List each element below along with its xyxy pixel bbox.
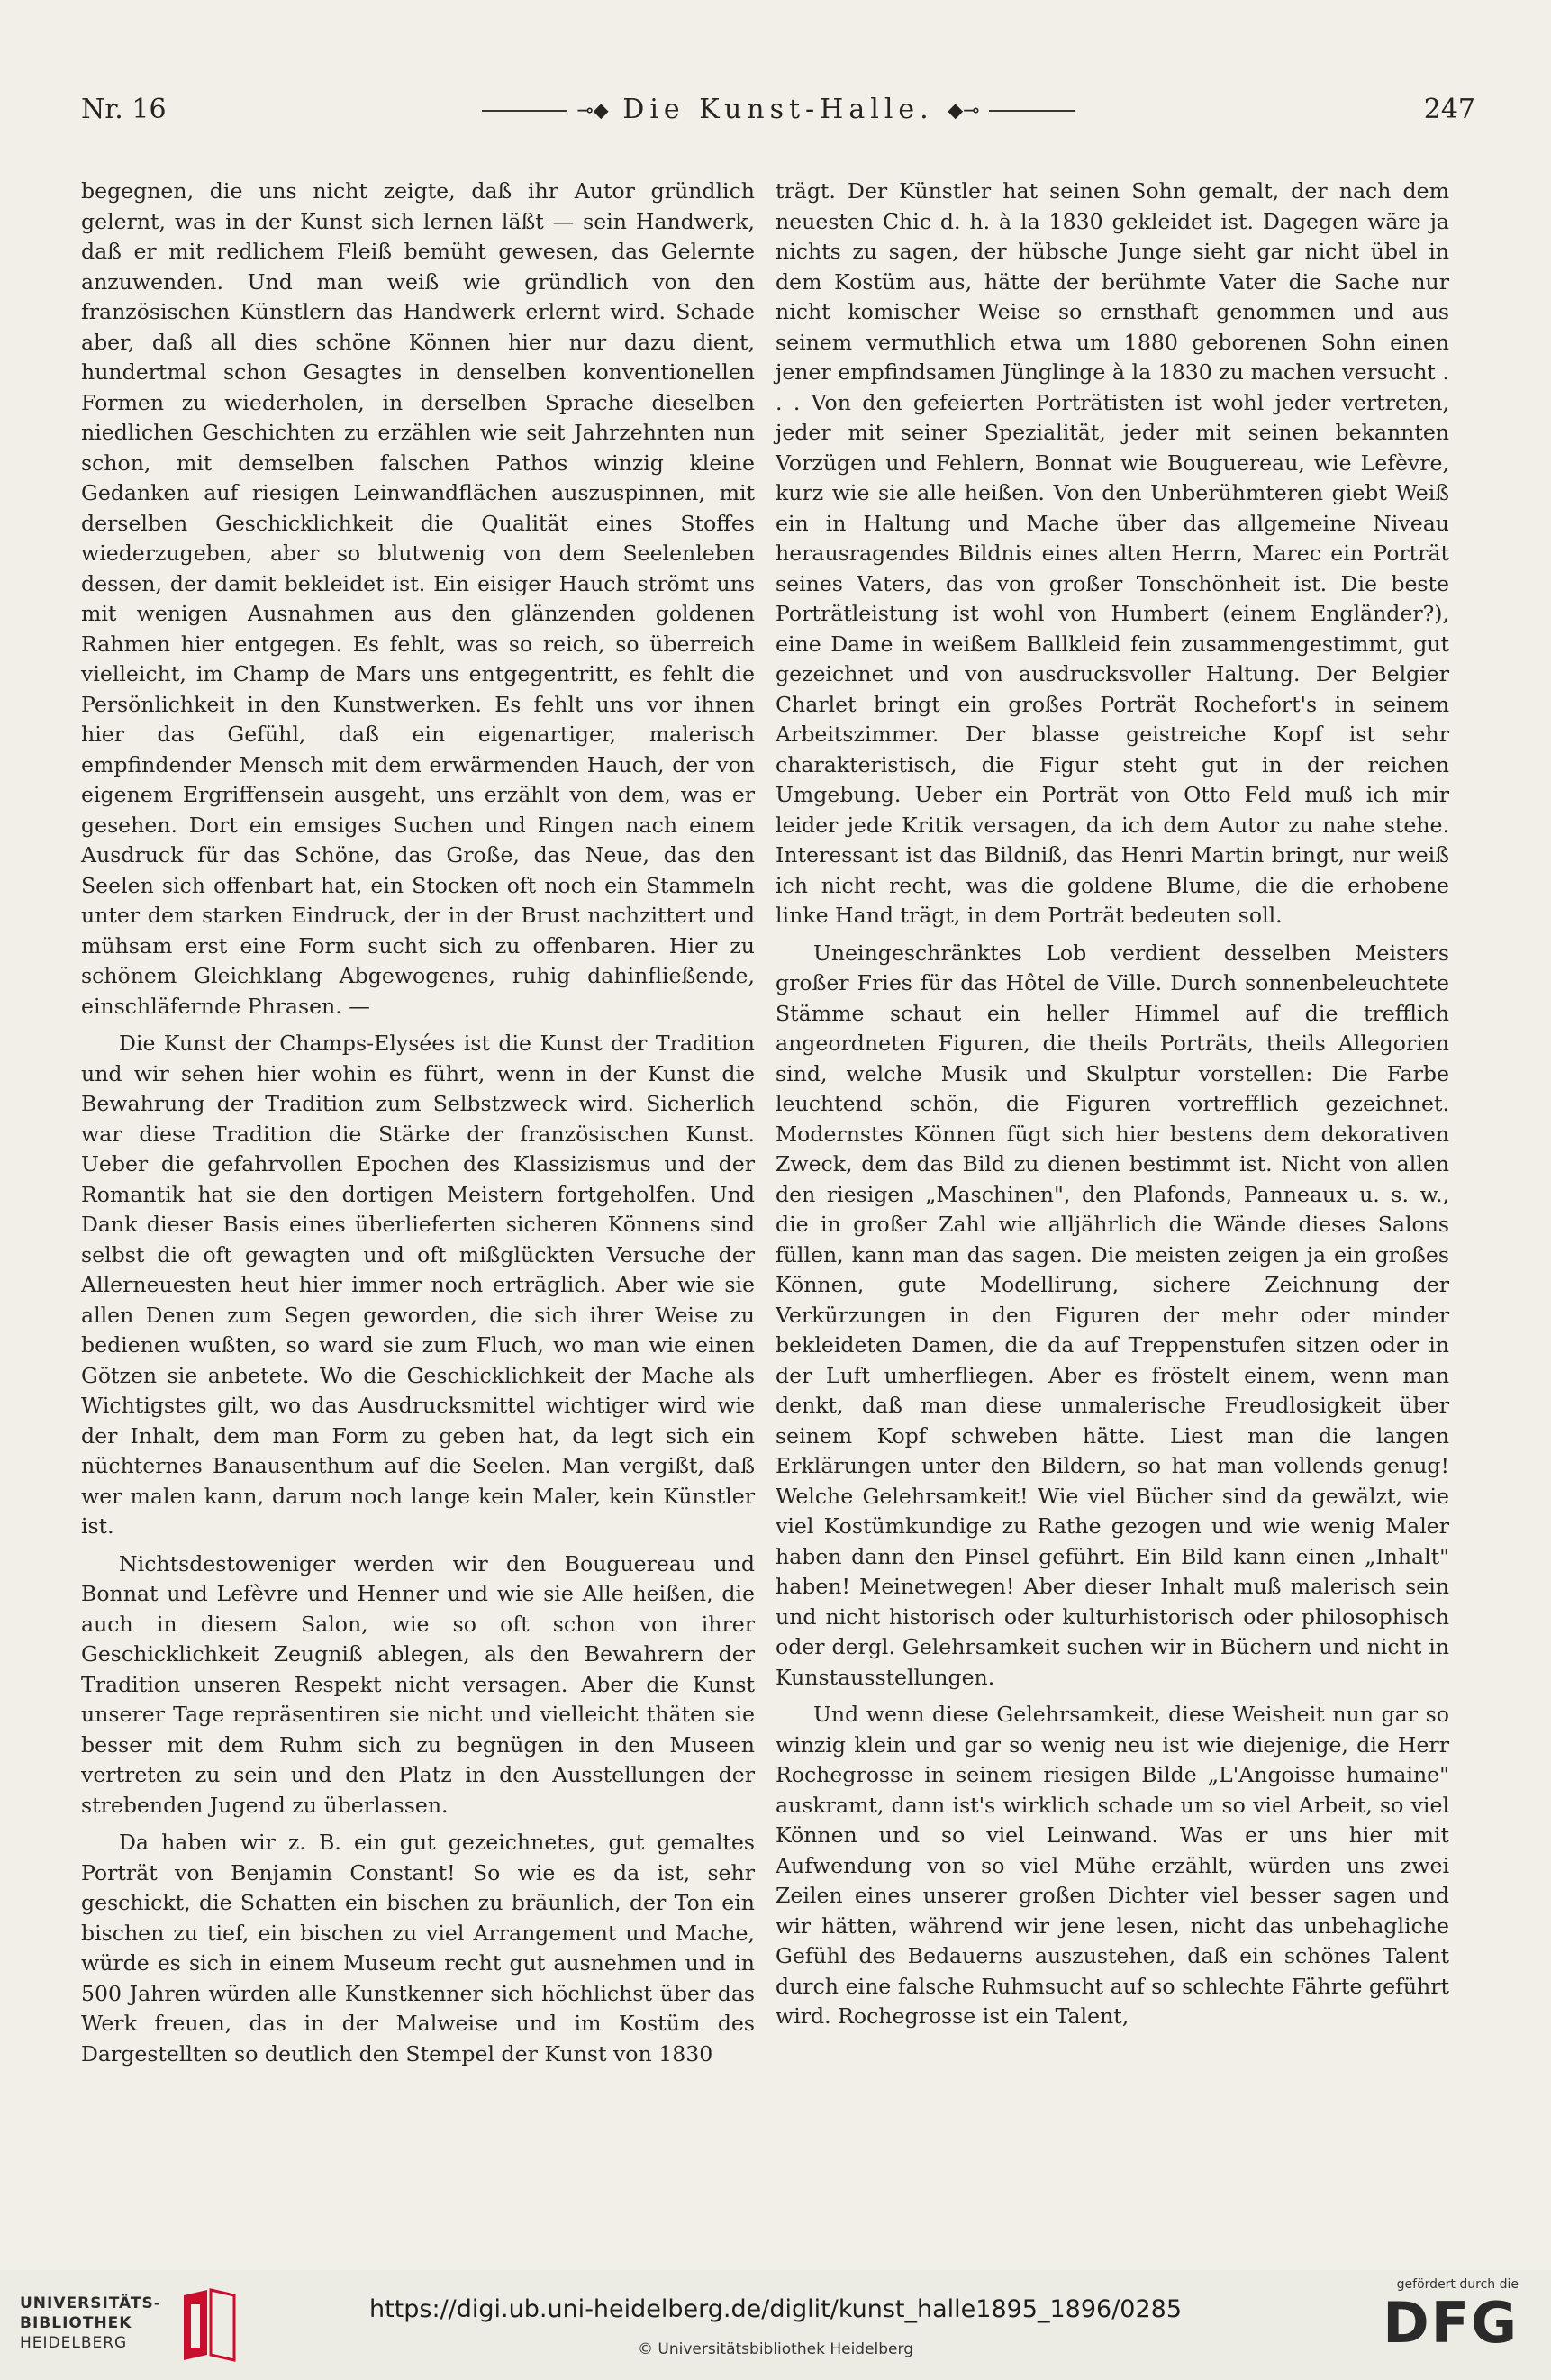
- journal-title: [81, 94, 1475, 125]
- paragraph: Und wenn diese Gelehrsamkeit, diese Weisheit nun gar so winzig klein und gar so wenig neu ist wie diejenige, die Herr Rochegrosse in seinem riesigen Bilde „L'Angoisse humaine" auskramt, dann ist's wirklich schade um so viel Arbeit, so viel Können und so viel Leinwand. Was er uns hier mit Aufwendung von so viel Mühe erzählt, würden uns zwei Zeilen eines unserer großen Dichter viel besser sagen und wir hätten, während wir jene lesen, nicht das unbehagliche Gefühl des Bedauerns auszustehen, daß ein schönes Talent durch eine falsche Ruhmsucht auf so schlechte Fährte geführt wird. Rochegrosse ist ein Talent,: [776, 1702, 1449, 2029]
- funder-logo: [1365, 2277, 1519, 2355]
- page-header: [81, 94, 1475, 148]
- library-name-line3: HEIDELBERG: [20, 2334, 128, 2352]
- journal-title-text: Die Kunst-Halle.: [622, 94, 934, 125]
- issue-number: Nr. 16: [81, 94, 167, 125]
- right-column: [776, 177, 1449, 2032]
- ornament-left-icon: ⊸◆: [576, 99, 609, 123]
- header-rule-left: [482, 110, 567, 112]
- library-name-line2: BIBLIOTHEK: [20, 2314, 132, 2332]
- permalink-url[interactable]: https://digi.ub.uni-heidelberg.de/diglit/kunst_halle1895_1896/0285: [368, 2295, 1183, 2323]
- funded-by-label: gefördert durch die: [1396, 2277, 1519, 2292]
- paragraph: Da haben wir z. B. ein gut gezeichnetes, gut gemaltes Porträt von Benjamin Constant! So wie es da ist, sehr geschickt, die Schatten ein bischen zu bräunlich, der Ton ein bischen zu tief, ein bischen zu viel Arrangement und Mache, würde es sich in einem Museum recht gut ausnehmen und in 500 Jahren würden alle Kunstkenner sich höchlichst über das Werk freuen, das in der Malweise und im Kostüm des Dargestellten so deutlich den Stempel der Kunst von 1830: [81, 1830, 755, 2067]
- left-column: [81, 177, 755, 2069]
- ornament-right-icon: ◆⊸: [948, 99, 980, 123]
- paragraph: Nichtsdestoweniger werden wir den Bouguereau und Bonnat und Lefèvre und Henner und wie sie Alle heißen, die auch in diesem Salon, wie so oft schon von ihrer Geschicklichkeit Zeugniß ablegen, als den Bewahrern der Tradition unseren Respekt nicht versagen. Aber die Kunst unserer Tage repräsentiren sie nicht und vielleicht thäten sie besser mit dem Ruhm sich zu begnügen in den Museen vertreten zu sein und den Platz in den Ausstellungen der strebenden Jugend zu überlassen.: [81, 1550, 755, 1818]
- paragraph: begegnen, die uns nicht zeigte, daß ihr Autor gründlich gelernt, was in der Kunst sich lernen läßt — sein Handwerk, daß er mit redlichem Fleiß bemüht gewesen, das Gelernte anzuwenden. Und man weiß wie gründlich von den französischen Künstlern das Handwerk erlernt wird. Schade aber, daß all dies schöne Können hier nur dazu dient, hundertmal schon Gesagtes in denselben konventionellen Formen zu wiederholen, in derselben Sprache dieselben niedlichen Geschichten zu erzählen wie seit Jahrzehnten nun schon, mit demselben falschen Pathos winzig kleine Gedanken auf riesigen Leinwandflächen auszuspinnen, mit derselben Geschicklichkeit die Qualität eines Stoffes wiederzugeben, aber so blutwenig von dem Seelenleben dessen, der damit bekleidet ist. Ein eisiger Hauch strömt uns mit wenigen Ausnahmen aus den glänzenden goldenen Rahmen hier entgegen. Es fehlt, was so reich, so überreich vielleicht, im Champ de Mars uns entgegentritt, es fehlt die Persönlichkeit in den Kunstwerken. Es fehlt uns vor ihnen hier das Gefühl, daß ein eigenartiger, malerisch empfindender Mensch mit dem erwärmenden Hauch, der von eigenem Ergriffensein ausgeht, uns erzählt von dem, was er gesehen. Dort ein emsiges Suchen und Ringen nach einem Ausdruck für das Schöne, das Große, das Neue, das den Seelen sich offenbart hat, ein Stocken oft noch ein Stammeln unter dem starken Eindruck, der in der Brust nachzittert und mühsam erst eine Form sucht sich zu offenbaren. Hier zu schönem Gleichklang Abgewogenes, ruhig dahinfließende, einschläfernde Phrasen. —: [81, 178, 755, 1019]
- paragraph: Die Kunst der Champs-Elysées ist die Kunst der Tradition und wir sehen hier wohin es führt, wenn in der Kunst die Bewahrung der Tradition zum Selbstzweck wird. Sicherlich war diese Tradition die Stärke der französischen Kunst. Ueber die gefahrvollen Epochen des Klassizismus und der Romantik hat sie den dortigen Meistern fortgeholfen. Und Dank dieser Basis eines überlieferten sicheren Könnens sind selbst die oft gewagten und oft mißglückten Versuche der Allerneuesten heut hier immer noch erträglich. Aber wie sie allen Denen zum Segen geworden, die sich ihrer Weise zu bedienen wußten, so ward sie zum Fluch, wo man wie einen Götzen sie anbetete. Wo die Geschicklichkeit der Mache als Wichtigstes gilt, wo das Ausdrucksmittel wichtiger wird wie der Inhalt, dem man Form zu geben hat, da legt sich ein nüchternes Banausenthum auf die Seelen. Man vergißt, daß wer malen kann, darum noch lange kein Maler, kein Künstler ist.: [81, 1031, 755, 1539]
- header-rule-right: [989, 110, 1075, 112]
- copyright-notice: © Universitätsbibliothek Heidelberg: [637, 2340, 913, 2358]
- paragraph: trägt. Der Künstler hat seinen Sohn gemalt, der nach dem neuesten Chic d. h. à la 1830 gekleidet ist. Dagegen wäre ja nichts zu sagen, der hübsche Junge sieht gar nicht übel in dem Kostüm aus, hätte der berühmte Vater die Sache nur nicht komischer Weise so ernsthaft genommen und aus seinem vermuthlich etwa um 1880 geborenen Sohn einen jener empfindsamen Jünglinge à la 1830 zu machen versucht . . . Von den gefeierten Porträtisten ist wohl jeder vertreten, jeder mit seiner Spezialität, jeder mit seinen bekannten Vorzügen und Fehlern, Bonnat wie Bouguereau, wie Lefèvre, kurz wie sie alle heißen. Von den Unberühmteren giebt Weiß ein in Haltung und Mache über das allgemeine Niveau herausragendes Bildnis eines alten Herrn, Marec ein Porträt seines Vaters, das von großer Tonschönheit ist. Die beste Porträtleistung ist wohl von Humbert (einem Engländer?), eine Dame in weißem Ballkleid fein zusammengestimmt, gut gezeichnet und von ausdrucksvoller Haltung. Der Belgier Charlet bringt ein großes Porträt Rochefort's in seinem Arbeitszimmer. Der blasse geistreiche Kopf ist sehr charakteristisch, die Figur steht gut in der reichen Umgebung. Ueber ein Porträt von Otto Feld muß ich mir leider jede Kritik versagen, da ich dem Autor zu nahe stehe. Interessant ist das Bildniß, das Henri Martin bringt, nur weiß ich nicht recht, was die goldene Blume, die die erhobene linke Hand trägt, in dem Porträt bedeuten soll.: [776, 178, 1449, 928]
- page-number: 247: [1423, 94, 1475, 125]
- paragraph: Uneingeschränktes Lob verdient desselben Meisters großer Fries für das Hôtel de Ville. Durch sonnenbeleuchtete Stämme schaut ein heller Himmel auf die trefflich angeordneten Figuren, die theils Porträts, theils Allegorien sind, welche Musik und Skulptur vorstellen: Die Farbe leuchtend schön, die Figuren vortrefflich gezeichnet. Modernstes Können fügt sich hier bestens dem dekorativen Zweck, dem das Bild zu dienen bestimmt ist. Nicht von allen den riesigen „Maschinen", den Plafonds, Panneaux u. s. w., die in großer Zahl wie alljährlich die Wände dieses Salons füllen, kann man das sagen. Die meisten zeigen ja ein großes Können, gute Modellirung, sichere Zeichnung der Verkürzungen in den Figuren der mehr oder minder bekleideten Damen, die da auf Treppenstufen sitzen oder in der Luft umherfliegen. Aber es fröstelt einem, wenn man denkt, daß man diese unmalerische Freudlosigkeit über seinem Kopf schweben hätte. Liest man die langen Erklärungen unter den Bildern, so hat man vollends genug! Welche Gelehrsamkeit! Wie viel Bücher sind da gewälzt, wie viel Kostümkundige zu Rathe gezogen und wie wenig Maler haben dann den Pinsel geführt. Ein Bild kann einen „Inhalt" haben! Meinetwegen! Aber dieser Inhalt muß malerisch sein und nicht historisch oder kulturhistorisch oder philosophisch oder dergl. Gelehrsamkeit suchen wir in Büchern und nicht in Kunstausstellungen.: [776, 940, 1449, 1690]
- library-name-line1: UNIVERSITÄTS-: [20, 2294, 161, 2312]
- dfg-wordmark: DFG: [1383, 2290, 1519, 2356]
- viewer-footer: [0, 2270, 1551, 2380]
